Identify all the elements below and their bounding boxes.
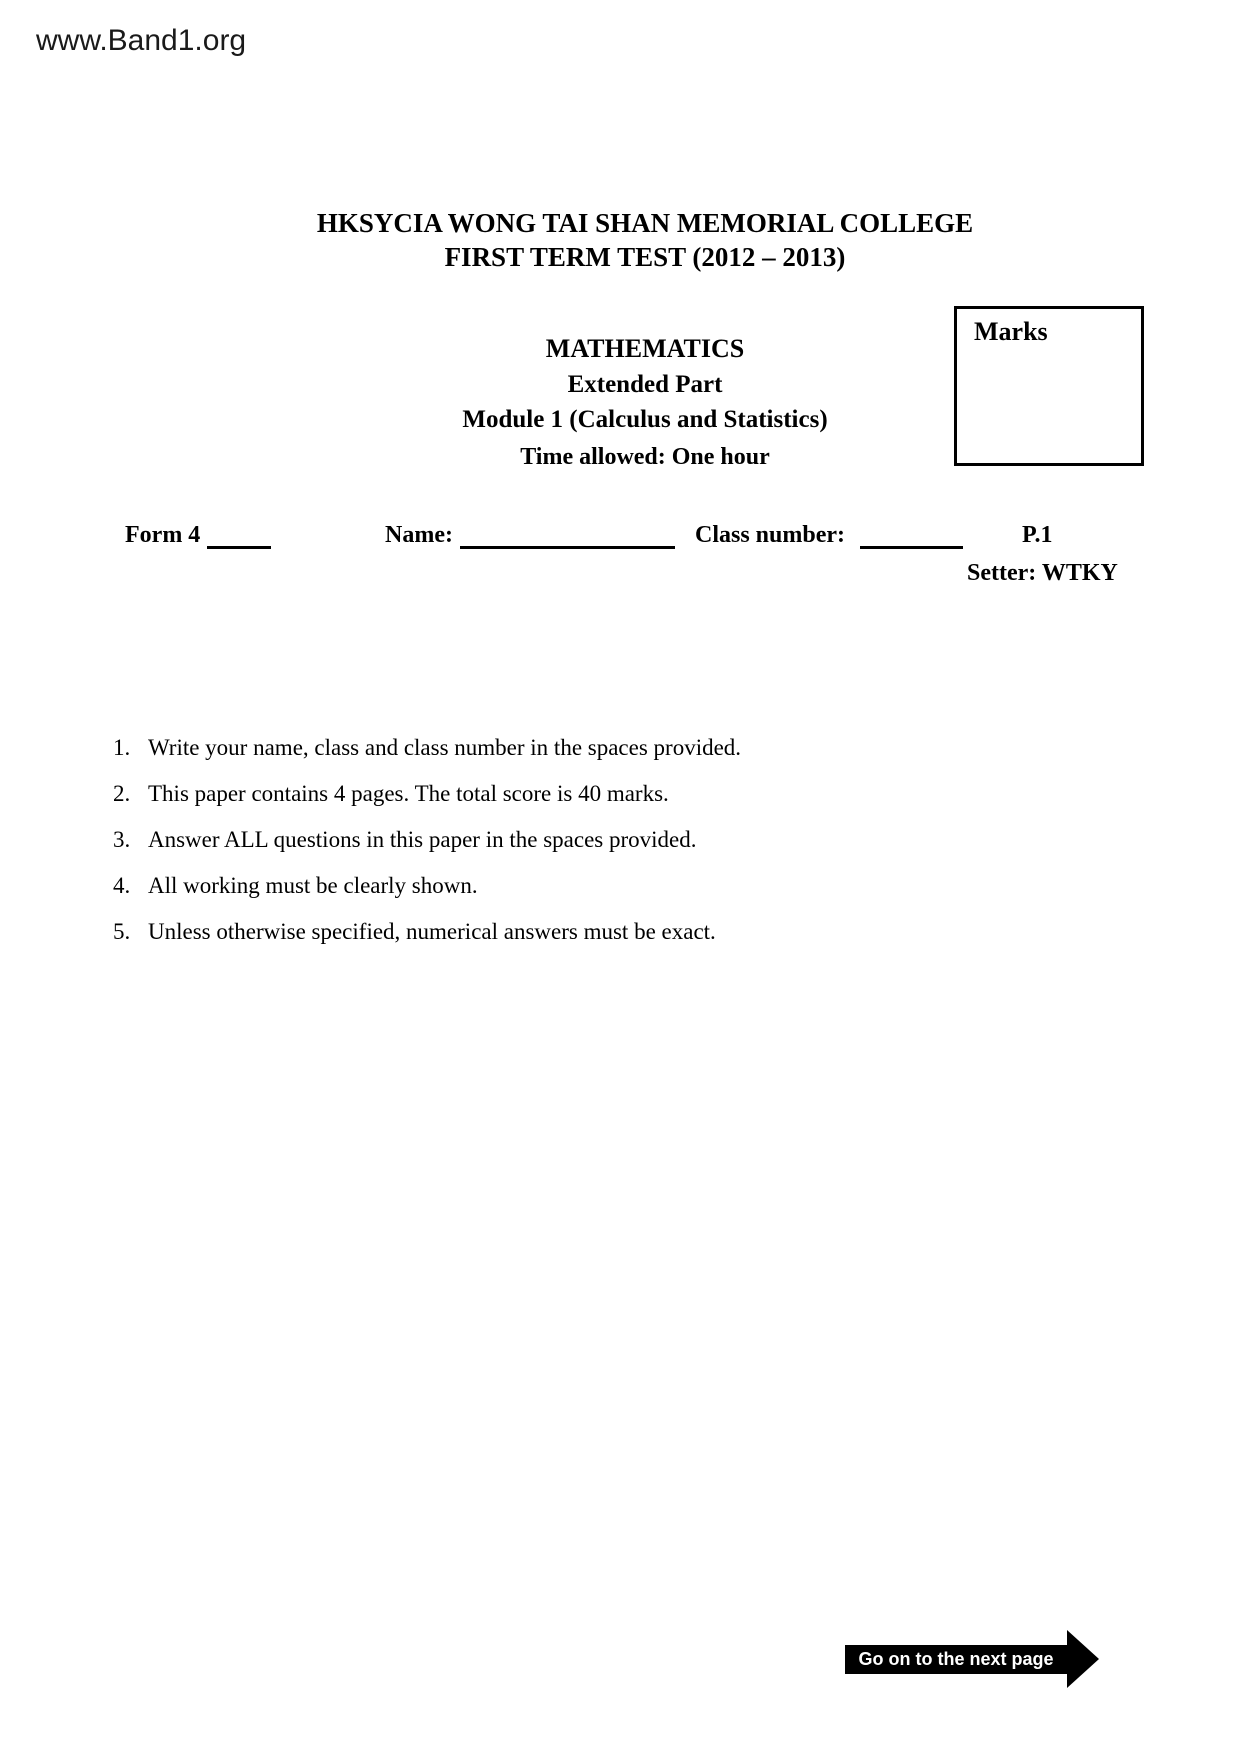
time-allowed: Time allowed: One hour <box>520 444 770 470</box>
instruction-number: 3. <box>113 827 131 852</box>
class-number-label: Class number: <box>695 522 846 548</box>
site-watermark: www.Band1.org <box>36 24 247 57</box>
next-page-label: Go on to the next page <box>845 1645 1067 1674</box>
marks-box <box>954 306 1144 466</box>
name-blank-field[interactable] <box>460 518 675 549</box>
next-page-banner[interactable] <box>845 1630 1099 1688</box>
instruction-number: 1. <box>113 735 131 760</box>
instruction-number: 4. <box>113 873 131 898</box>
page-number: P.1 <box>1022 522 1053 548</box>
setter-label: Setter: WTKY <box>967 560 1118 586</box>
instruction-item <box>113 871 1073 900</box>
instruction-text: Write your name, class and class number in the spaces provided. <box>148 735 742 760</box>
instruction-number: 5. <box>113 919 131 944</box>
part-title: Extended Part <box>567 371 723 398</box>
next-page-arrow-icon <box>1067 1630 1099 1688</box>
instruction-number: 2. <box>113 781 131 806</box>
module-title: Module 1 (Calculus and Statistics) <box>462 406 828 433</box>
instruction-text: Unless otherwise specified, numerical answers must be exact. <box>148 919 716 944</box>
marks-label: Marks <box>974 317 1048 346</box>
instruction-text: Answer ALL questions in this paper in the spaces provided. <box>148 827 697 852</box>
instruction-text: All working must be clearly shown. <box>148 873 478 898</box>
instruction-item <box>113 917 1073 946</box>
test-title: FIRST TERM TEST (2012 – 2013) <box>444 242 846 272</box>
college-name: HKSYCIA WONG TAI SHAN MEMORIAL COLLEGE <box>316 208 974 238</box>
name-label: Name: <box>385 522 453 548</box>
subject-title: MATHEMATICS <box>545 334 745 363</box>
instructions-list <box>113 733 1073 963</box>
instruction-item <box>113 733 1073 762</box>
instruction-text: This paper contains 4 pages. The total score is 40 marks. <box>148 781 669 806</box>
form-label: Form 4 <box>125 522 201 548</box>
form-blank-field[interactable] <box>207 518 271 549</box>
instruction-item <box>113 779 1073 808</box>
class-number-blank-field[interactable] <box>860 518 963 549</box>
instruction-item <box>113 825 1073 854</box>
